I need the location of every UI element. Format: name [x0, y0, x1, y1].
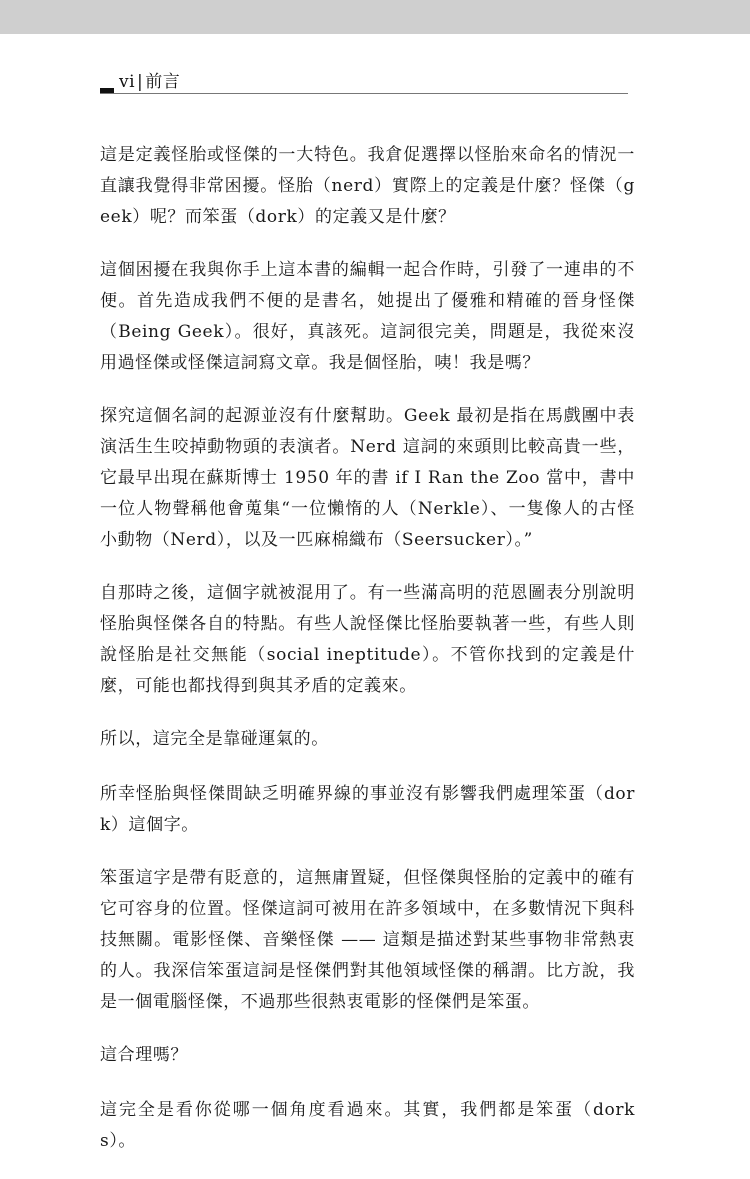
page-number: vi: [119, 72, 136, 92]
header-rule: [100, 93, 628, 94]
header-text: [119, 67, 180, 92]
paragraph-4: 自那時之後，這個字就被混用了。有一些滿高明的范恩圖表分別說明怪胎與怪傑各自的特點。有些人說怪傑比怪胎要執著一些，有些人則說怪胎是社交無能（social ineptitude）。不管你找到的定義是什麼，可能也都找得到與其矛盾的定義來。: [100, 583, 635, 696]
paragraph-9: 這完全是看你從哪一個角度看過來。其實，我們都是笨蛋（dorks）。: [100, 1100, 635, 1151]
paragraph-7: 笨蛋這字是帶有貶意的，這無庸置疑，但怪傑與怪胎的定義中的確有它可容身的位置。怪傑這詞可被用在許多領域中，在多數情況下與科技無關。電影怪傑、音樂怪傑 —— 這類是描述對某些事物非常熱衷的人。我深信笨蛋這詞是怪傑們對其他領域怪傑的稱謂。比方說，我是一個電腦怪傑，不過那些很熱衷電影的怪傑們是笨蛋。: [100, 868, 635, 1012]
paragraph-5: 所以，這完全是靠碰運氣的。: [100, 729, 329, 749]
paragraph-1: 這是定義怪胎或怪傑的一大特色。我倉促選擇以怪胎來命名的情況一直讓我覺得非常困擾。怪胎（nerd）實際上的定義是什麼？怪傑（geek）呢？而笨蛋（dork）的定義又是什麼？: [100, 145, 635, 227]
paragraph-2: 這個困擾在我與你手上這本書的編輯一起合作時，引發了一連串的不便。首先造成我們不便的是書名，她提出了優雅和精確的晉身怪傑（Being Geek）。很好，真該死。這詞很完美，問題是，我從來沒用過怪傑或怪傑這詞寫文章。我是個怪胎，咦！我是嗎？: [100, 260, 635, 373]
paragraph-8: 這合理嗎？: [100, 1045, 188, 1065]
top-gray-band: [0, 0, 750, 34]
section-title: 前言: [145, 72, 181, 92]
paragraph-6: 所幸怪胎與怪傑間缺乏明確界線的事並沒有影響我們處理笨蛋（dork）這個字。: [100, 784, 635, 835]
running-header: [100, 66, 628, 94]
header-separator: |: [137, 72, 144, 92]
paragraph-3: 探究這個名詞的起源並沒有什麼幫助。Geek 最初是指在馬戲團中表演活生生咬掉動物頭的表演者。Nerd 這詞的來頭則比較高貴一些，它最早出現在蘇斯博士 1950 年的書 if I Ran the Zoo 當中，書中一位人物聲稱他會蒐集“一位懶惰的人（Nerkle）、一隻像人的古怪小動物（Nerd），以及一匹麻棉織布（Seersucker）。”: [100, 406, 635, 550]
body-text: [100, 140, 635, 1179]
